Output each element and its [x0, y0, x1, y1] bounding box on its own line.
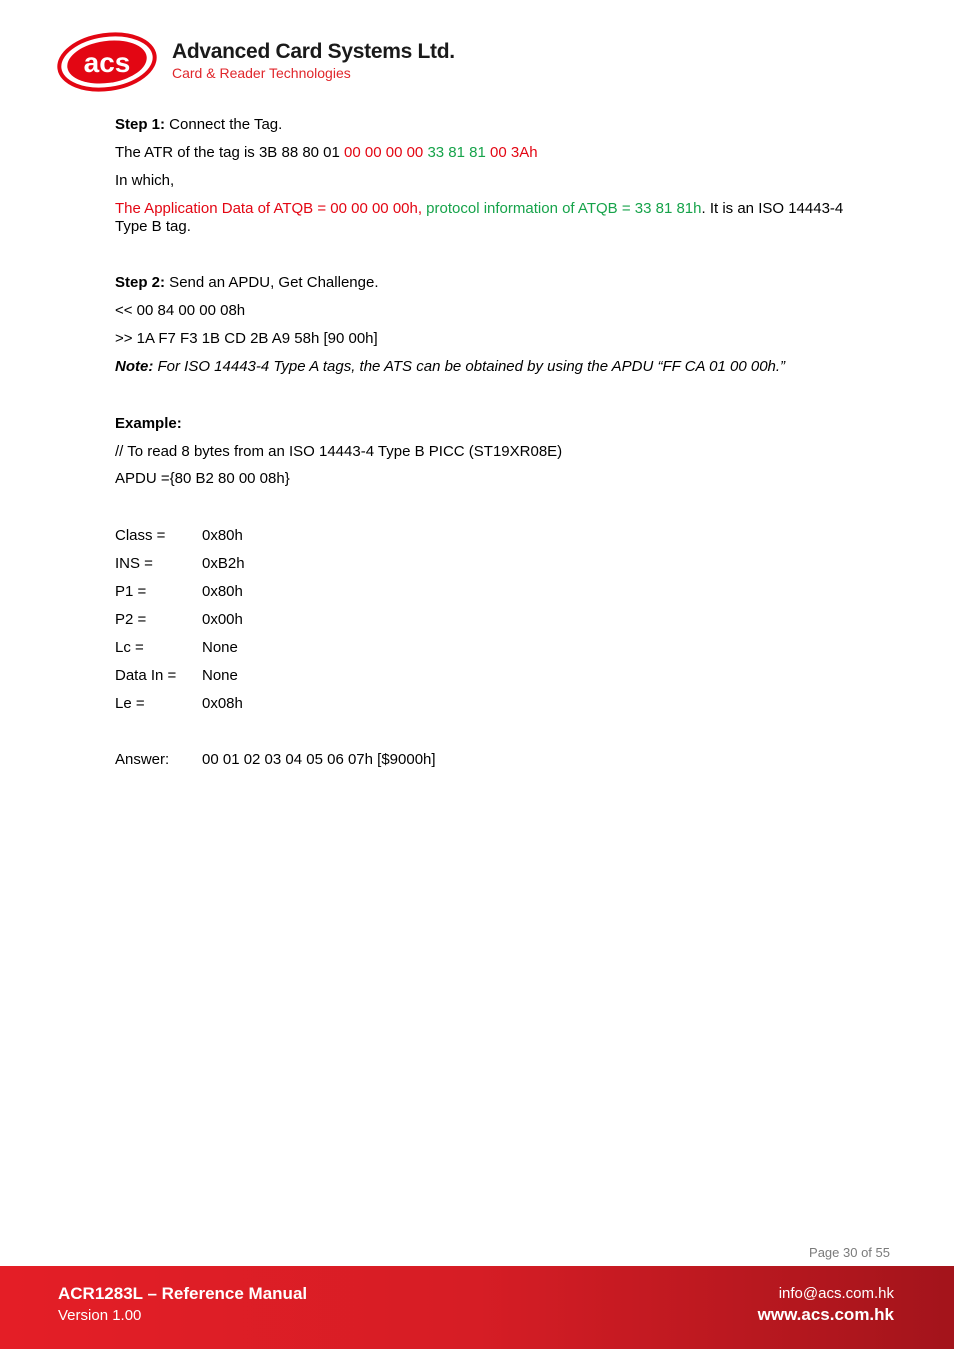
- footer-version: Version 1.00: [58, 1307, 142, 1324]
- parameter-key: Le =: [115, 695, 145, 712]
- company-name: Advanced Card Systems Ltd.: [172, 40, 455, 63]
- footer-title: ACR1283L – Reference Manual: [58, 1284, 308, 1303]
- answer-value: 00 01 02 03 04 05 06 07h [$9000h]: [202, 751, 436, 768]
- step1-line: Step 1: Connect the Tag.: [115, 116, 283, 133]
- footer-email: info@acs.com.hk: [778, 1285, 894, 1302]
- parameter-key: Lc =: [115, 639, 144, 656]
- parameter-key: P2 =: [115, 611, 147, 628]
- company-tagline: Card & Reader Technologies: [172, 65, 351, 81]
- command-send: << 00 84 00 00 08h: [115, 302, 246, 319]
- parameter-value: 0x00h: [202, 611, 243, 628]
- in-which-line: In which,: [115, 172, 175, 189]
- svg-text:acs: acs: [83, 47, 131, 78]
- example-comment: // To read 8 bytes from an ISO 14443-4 Type B PICC (ST19XR08E): [115, 443, 563, 460]
- note-line: Note: For ISO 14443-4 Type A tags, the ATS can be obtained by using the APDU “FF CA 01 00 00h.”: [115, 358, 786, 375]
- parameter-value: 0x80h: [202, 583, 243, 600]
- example-apdu: APDU ={80 B2 80 00 08h}: [115, 470, 290, 487]
- command-response: >> 1A F7 F3 1B CD 2B A9 58h [90 00h]: [115, 330, 378, 347]
- parameter-value: None: [202, 639, 238, 656]
- parameter-key: P1 =: [115, 583, 147, 600]
- step2-line: Step 2: Send an APDU, Get Challenge.: [115, 274, 379, 291]
- parameter-key: Class =: [115, 527, 166, 544]
- acs-logo-icon: [55, 30, 159, 94]
- atqb-explanation: The Application Data of ATQB = 00 00 00 00h, protocol information of ATQB = 33 81 81h. It is an ISO 14443-4 Type B tag.: [115, 200, 844, 235]
- company-logo: [55, 30, 465, 94]
- parameter-value: 0xB2h: [202, 555, 245, 572]
- parameter-value: None: [202, 667, 238, 684]
- answer-label: Answer:: [115, 751, 170, 768]
- parameter-value: 0x80h: [202, 527, 243, 544]
- parameter-key: Data In =: [115, 667, 177, 684]
- atr-suffix: 00 3Ah: [485, 144, 538, 161]
- atr-protocol: 33 81 81: [427, 144, 486, 161]
- parameter-key: INS =: [115, 555, 153, 572]
- footer-bar: [0, 1266, 954, 1349]
- parameter-value: 0x08h: [202, 695, 243, 712]
- step2-label: Step 2:: [115, 274, 166, 291]
- step1-label: Step 1:: [115, 116, 166, 133]
- note-label: Note:: [115, 358, 154, 375]
- page-number: Page 30 of 55: [809, 1245, 890, 1260]
- atr-line: The ATR of the tag is 3B 88 80 01 00 00 00 00 33 81 81 00 3Ah: [115, 144, 538, 161]
- footer-website: www.acs.com.hk: [757, 1305, 894, 1324]
- atr-app-data: 00 00 00 00: [344, 144, 424, 161]
- example-heading: Example:: [115, 415, 182, 432]
